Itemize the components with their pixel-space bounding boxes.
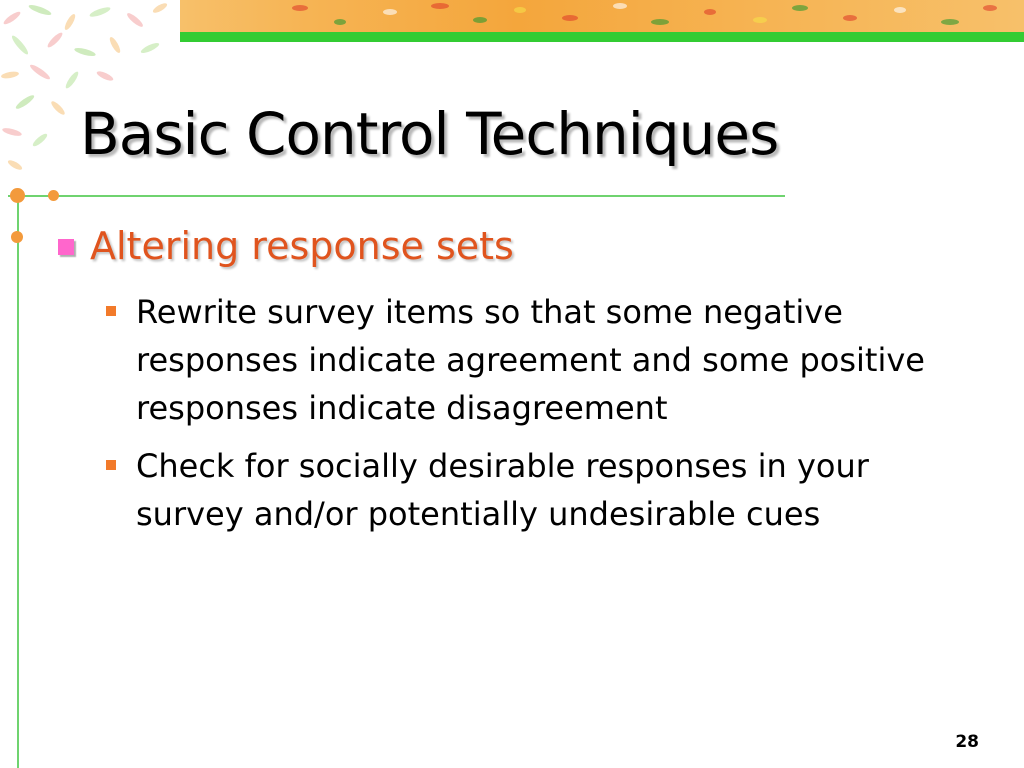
bullet-heading: Altering response sets	[90, 224, 514, 268]
square-bullet-icon	[106, 460, 116, 470]
left-vertical-rule	[17, 195, 19, 768]
page-number: 28	[955, 732, 979, 752]
floral-band	[180, 0, 1024, 32]
top-decorative-band	[180, 0, 1024, 44]
sub-bullet-item	[106, 442, 946, 538]
sub-bullet-text: Check for socially desirable responses in your survey and/or potentially undesirable cues	[136, 447, 869, 533]
square-bullet-icon	[58, 239, 74, 255]
green-band	[180, 32, 1024, 42]
decorative-dot	[48, 190, 59, 201]
title-underline-rule	[8, 195, 785, 197]
sub-bullet-list	[106, 288, 946, 548]
bullet-level-1	[58, 224, 514, 268]
floral-pattern	[180, 0, 1024, 32]
sub-bullet-item	[106, 288, 946, 432]
sub-bullet-text: Rewrite survey items so that some negative responses indicate agreement and some positive responses indicate disagreement	[136, 293, 925, 427]
slide-title: Basic Control Techniques	[80, 100, 779, 168]
decorative-dot	[10, 188, 25, 203]
decorative-dot	[11, 231, 23, 243]
square-bullet-icon	[106, 306, 116, 316]
